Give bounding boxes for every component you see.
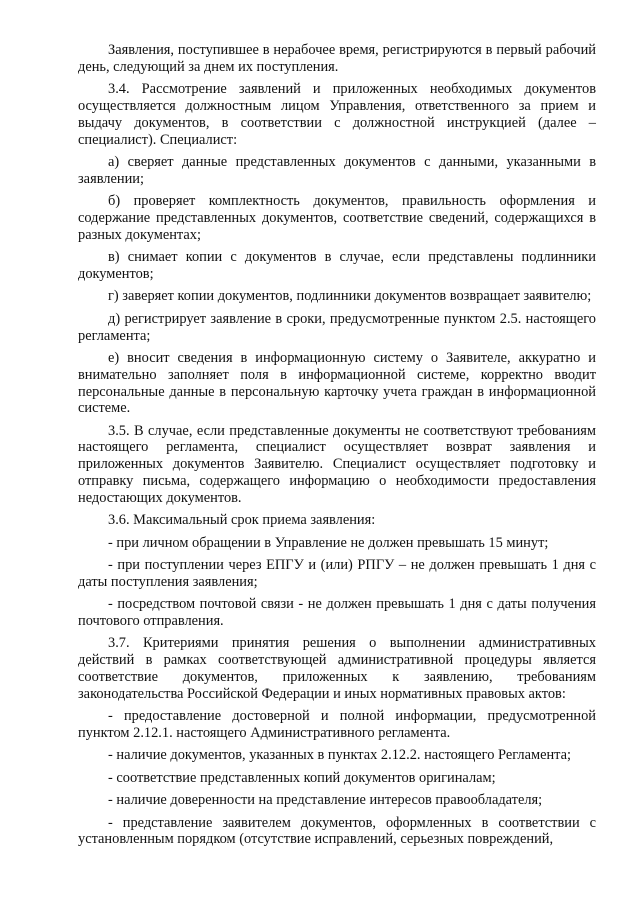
list-item-a: а) сверяет данные представленных документов с данными, указанными в заявлении; xyxy=(78,153,596,187)
list-item-e: е) вносит сведения в информационную систему о Заявителе, аккуратно и внимательно заполняет поля в информационной системе, корректно вводит персональные данные в персональную карточку учета граждан в информационной системе. xyxy=(78,349,596,417)
list-item-d: д) регистрирует заявление в сроки, предусмотренные пунктом 2.5. настоящего регламента; xyxy=(78,310,596,344)
bullet-copies-match: - соответствие представленных копий документов оригиналам; xyxy=(108,769,496,786)
paragraph-intake-nonworking: Заявления, поступившее в нерабочее время, регистрируются в первый рабочий день, следующий за днем их поступления. xyxy=(78,42,596,75)
list-item-b: б) проверяет комплектность документов, правильность оформления и содержание представленных документов, соответствие сведений, содержащихся в разных документах; xyxy=(78,193,596,243)
bullet-epgu-rpgu: - при поступлении через ЕПГУ и (или) РПГУ – не должен превышать 1 дня с даты поступления заявления; xyxy=(78,557,596,590)
bullet-power-of-attorney: - наличие доверенности на представление интересов правообладателя; xyxy=(108,792,543,809)
bullet-proper-form: - представление заявителем документов, оформленных в соответствии с установленным порядком (отсутствие исправлений, серьезных повреждений, xyxy=(78,814,596,848)
list-item-v: в) снимает копии с документов в случае, если представлены подлинники документов; xyxy=(78,249,596,282)
document-body xyxy=(78,42,596,854)
bullet-reliable-info: - предоставление достоверной и полной информации, предусмотренной пунктом 2.12.1. настоящего Административного регламента. xyxy=(78,708,596,741)
paragraph-3-5: 3.5. В случае, если представленные документы не соответствуют требованиям настоящего регламента, специалист осуществляет возврат заявления и приложенных документов Заявителю. Специалист осуществляет подготовку и отправку письма, содержащего информацию о необходимости предоставления недостающих документов. xyxy=(78,422,596,506)
list-item-g: г) заверяет копии документов, подлинники документов возвращает заявителю; xyxy=(108,288,592,305)
paragraph-3-7: 3.7. Критериями принятия решения о выполнении административных действий в рамках соответствующей административной процедуры является соответствие документов, приложенных к заявлению, требованиям законодательства Российской Федерации и иных нормативных правовых актов: xyxy=(78,635,596,702)
bullet-postal: - посредством почтовой связи - не должен превышать 1 дня с даты получения почтового отправления. xyxy=(78,596,596,630)
bullet-personal-visit: - при личном обращении в Управление не должен превышать 15 минут; xyxy=(108,534,549,551)
bullet-documents-present: - наличие документов, указанных в пунктах 2.12.2. настоящего Регламента; xyxy=(108,747,572,764)
paragraph-3-6: 3.6. Максимальный срок приема заявления: xyxy=(108,512,376,529)
paragraph-3-4: 3.4. Рассмотрение заявлений и приложенных необходимых документов осуществляется должностным лицом Управления, ответственного за прием и выдачу документов, в соответствии с должностной инструкцией (далее – специалист). Специалист: xyxy=(78,81,596,148)
